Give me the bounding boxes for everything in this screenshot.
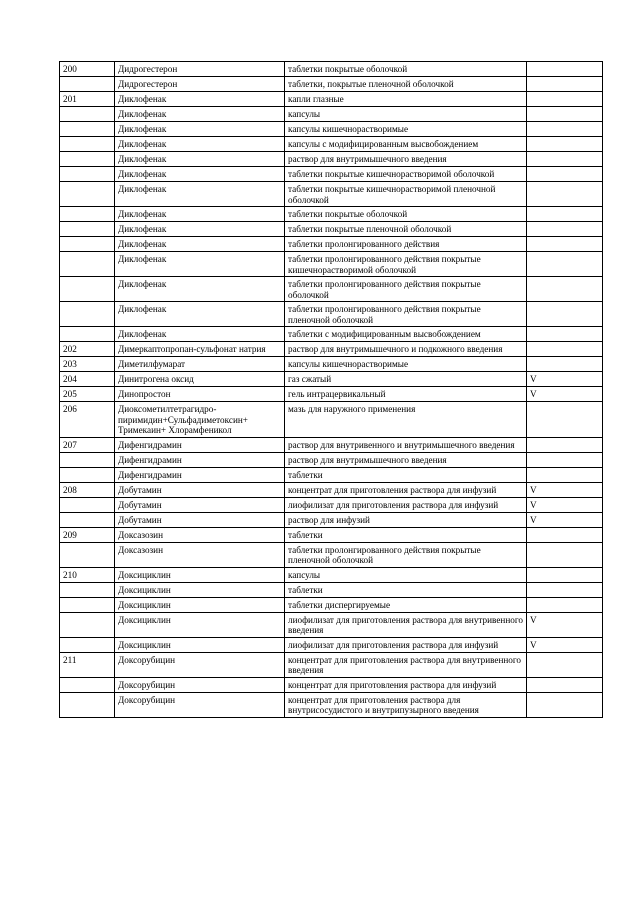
- table-row: [60, 527, 603, 542]
- drug-name-cell: Доксорубицин: [115, 692, 285, 717]
- table-row: [60, 692, 603, 717]
- row-number-cell: [60, 692, 115, 717]
- mark-cell: [527, 277, 603, 302]
- mark-cell: [527, 122, 603, 137]
- row-number-cell: 200: [60, 62, 115, 77]
- dosage-form-cell: таблетки покрытые кишечнорастворимой оболочкой: [285, 167, 527, 182]
- dosage-form-cell: раствор для внутримышечного введения: [285, 152, 527, 167]
- dosage-form-cell: концентрат для приготовления раствора для внутрисосудистого и внутрипузырного введения: [285, 692, 527, 717]
- mark-cell: [527, 652, 603, 677]
- drug-name-cell: Диклофенак: [115, 122, 285, 137]
- row-number-cell: [60, 182, 115, 207]
- row-number-cell: [60, 167, 115, 182]
- dosage-form-cell: таблетки пролонгированного действия покрытые пленочной оболочкой: [285, 542, 527, 567]
- dosage-form-cell: капли глазные: [285, 92, 527, 107]
- row-number-cell: [60, 237, 115, 252]
- drug-name-cell: Дифенгидрамин: [115, 452, 285, 467]
- row-number-cell: [60, 327, 115, 342]
- drug-name-cell: Димеркаптопропан-сульфонат натрия: [115, 342, 285, 357]
- dosage-form-cell: раствор для инфузий: [285, 512, 527, 527]
- row-number-cell: 208: [60, 482, 115, 497]
- dosage-form-cell: таблетки покрытые кишечнорастворимой пленочной оболочкой: [285, 182, 527, 207]
- mark-cell: [527, 62, 603, 77]
- dosage-form-cell: концентрат для приготовления раствора для инфузий: [285, 482, 527, 497]
- mark-cell: [527, 252, 603, 277]
- table-row: [60, 302, 603, 327]
- table-row: [60, 182, 603, 207]
- table-row: [60, 372, 603, 387]
- row-number-cell: [60, 137, 115, 152]
- table-row: [60, 342, 603, 357]
- dosage-form-cell: концентрат для приготовления раствора для внутривенного введения: [285, 652, 527, 677]
- mark-cell: [527, 467, 603, 482]
- table-row: [60, 77, 603, 92]
- mark-cell: [527, 302, 603, 327]
- row-number-cell: [60, 107, 115, 122]
- row-number-cell: 210: [60, 567, 115, 582]
- dosage-form-cell: таблетки покрытые оболочкой: [285, 207, 527, 222]
- mark-cell: V: [527, 372, 603, 387]
- row-number-cell: 207: [60, 437, 115, 452]
- mark-cell: V: [527, 387, 603, 402]
- dosage-form-cell: таблетки диспергируемые: [285, 597, 527, 612]
- dosage-form-cell: капсулы кишечнорастворимые: [285, 122, 527, 137]
- dosage-form-cell: раствор для внутримышечного и подкожного введения: [285, 342, 527, 357]
- drug-name-cell: Диклофенак: [115, 237, 285, 252]
- dosage-form-cell: лиофилизат для приготовления раствора для инфузий: [285, 497, 527, 512]
- table-row: [60, 677, 603, 692]
- table-row: [60, 357, 603, 372]
- dosage-form-cell: раствор для внутримышечного введения: [285, 452, 527, 467]
- dosage-form-cell: таблетки пролонгированного действия покрытые оболочкой: [285, 277, 527, 302]
- mark-cell: V: [527, 482, 603, 497]
- table-row: [60, 597, 603, 612]
- row-number-cell: 204: [60, 372, 115, 387]
- dosage-form-cell: раствор для внутривенного и внутримышечного введения: [285, 437, 527, 452]
- row-number-cell: [60, 222, 115, 237]
- mark-cell: [527, 222, 603, 237]
- dosage-form-cell: таблетки с модифицированным высвобождением: [285, 327, 527, 342]
- mark-cell: [527, 92, 603, 107]
- dosage-form-cell: таблетки пролонгированного действия покрытые кишечнорастворимой оболочкой: [285, 252, 527, 277]
- table-row: [60, 387, 603, 402]
- mark-cell: [527, 342, 603, 357]
- drug-name-cell: Дидрогестерон: [115, 77, 285, 92]
- table-row: [60, 582, 603, 597]
- drug-name-cell: Диклофенак: [115, 252, 285, 277]
- table-row: [60, 652, 603, 677]
- dosage-form-cell: капсулы с модифицированным высвобождением: [285, 137, 527, 152]
- drug-name-cell: Добутамин: [115, 482, 285, 497]
- mark-cell: [527, 182, 603, 207]
- drug-name-cell: Диклофенак: [115, 92, 285, 107]
- table-row: [60, 152, 603, 167]
- mark-cell: [527, 527, 603, 542]
- drug-name-cell: Дифенгидрамин: [115, 467, 285, 482]
- table-row: [60, 107, 603, 122]
- table-row: [60, 252, 603, 277]
- table-row: [60, 207, 603, 222]
- drug-name-cell: Диклофенак: [115, 222, 285, 237]
- table-row: [60, 222, 603, 237]
- drug-name-cell: Доксициклин: [115, 637, 285, 652]
- drug-name-cell: Доксициклин: [115, 612, 285, 637]
- dosage-form-cell: капсулы кишечнорастворимые: [285, 357, 527, 372]
- row-number-cell: 206: [60, 402, 115, 438]
- table-row: [60, 167, 603, 182]
- drug-name-cell: Доксорубицин: [115, 652, 285, 677]
- table-row: [60, 237, 603, 252]
- drug-name-cell: Доксазозин: [115, 542, 285, 567]
- drug-name-cell: Доксорубицин: [115, 677, 285, 692]
- dosage-form-cell: таблетки: [285, 467, 527, 482]
- table-row: [60, 62, 603, 77]
- mark-cell: [527, 597, 603, 612]
- row-number-cell: [60, 467, 115, 482]
- row-number-cell: [60, 597, 115, 612]
- table-row: [60, 512, 603, 527]
- dosage-form-cell: таблетки: [285, 582, 527, 597]
- dosage-form-cell: таблетки пролонгированного действия: [285, 237, 527, 252]
- mark-cell: [527, 137, 603, 152]
- drug-name-cell: Диклофенак: [115, 137, 285, 152]
- row-number-cell: 205: [60, 387, 115, 402]
- drug-name-cell: Динопростон: [115, 387, 285, 402]
- table-row: [60, 482, 603, 497]
- mark-cell: [527, 677, 603, 692]
- table-row: [60, 452, 603, 467]
- mark-cell: [527, 77, 603, 92]
- drug-table-body: [60, 62, 603, 718]
- row-number-cell: [60, 582, 115, 597]
- row-number-cell: [60, 207, 115, 222]
- row-number-cell: 203: [60, 357, 115, 372]
- mark-cell: [527, 207, 603, 222]
- drug-name-cell: Диклофенак: [115, 277, 285, 302]
- row-number-cell: 211: [60, 652, 115, 677]
- row-number-cell: [60, 637, 115, 652]
- row-number-cell: 209: [60, 527, 115, 542]
- mark-cell: [527, 237, 603, 252]
- dosage-form-cell: таблетки покрытые пленочной оболочкой: [285, 222, 527, 237]
- row-number-cell: [60, 612, 115, 637]
- mark-cell: [527, 402, 603, 438]
- drug-name-cell: Диклофенак: [115, 182, 285, 207]
- dosage-form-cell: таблетки, покрытые пленочной оболочкой: [285, 77, 527, 92]
- mark-cell: V: [527, 497, 603, 512]
- dosage-form-cell: таблетки покрытые оболочкой: [285, 62, 527, 77]
- mark-cell: V: [527, 637, 603, 652]
- table-row: [60, 277, 603, 302]
- table-row: [60, 327, 603, 342]
- dosage-form-cell: таблетки: [285, 527, 527, 542]
- mark-cell: V: [527, 612, 603, 637]
- drug-name-cell: Добутамин: [115, 512, 285, 527]
- mark-cell: [527, 567, 603, 582]
- drug-name-cell: Диклофенак: [115, 152, 285, 167]
- mark-cell: [527, 582, 603, 597]
- mark-cell: [527, 327, 603, 342]
- row-number-cell: [60, 497, 115, 512]
- table-row: [60, 637, 603, 652]
- table-row: [60, 402, 603, 438]
- drug-name-cell: Диметилфумарат: [115, 357, 285, 372]
- row-number-cell: [60, 512, 115, 527]
- table-row: [60, 122, 603, 137]
- table-row: [60, 612, 603, 637]
- table-row: [60, 92, 603, 107]
- dosage-form-cell: лиофилизат для приготовления раствора для внутривенного введения: [285, 612, 527, 637]
- table-row: [60, 542, 603, 567]
- mark-cell: V: [527, 512, 603, 527]
- dosage-form-cell: лиофилизат для приготовления раствора для инфузий: [285, 637, 527, 652]
- row-number-cell: [60, 152, 115, 167]
- drug-name-cell: Доксициклин: [115, 582, 285, 597]
- drug-name-cell: Диклофенак: [115, 167, 285, 182]
- drug-name-cell: Диклофенак: [115, 207, 285, 222]
- mark-cell: [527, 437, 603, 452]
- row-number-cell: [60, 252, 115, 277]
- mark-cell: [527, 357, 603, 372]
- row-number-cell: 201: [60, 92, 115, 107]
- drug-name-cell: Дифенгидрамин: [115, 437, 285, 452]
- mark-cell: [527, 152, 603, 167]
- row-number-cell: [60, 677, 115, 692]
- drug-name-cell: Доксициклин: [115, 567, 285, 582]
- row-number-cell: [60, 452, 115, 467]
- mark-cell: [527, 107, 603, 122]
- dosage-form-cell: капсулы: [285, 567, 527, 582]
- dosage-form-cell: капсулы: [285, 107, 527, 122]
- row-number-cell: [60, 542, 115, 567]
- dosage-form-cell: гель интрацервикальный: [285, 387, 527, 402]
- row-number-cell: [60, 77, 115, 92]
- drug-name-cell: Дидрогестерон: [115, 62, 285, 77]
- dosage-form-cell: мазь для наружного применения: [285, 402, 527, 438]
- drug-name-cell: Добутамин: [115, 497, 285, 512]
- row-number-cell: [60, 277, 115, 302]
- drug-name-cell: Динитрогена оксид: [115, 372, 285, 387]
- mark-cell: [527, 692, 603, 717]
- table-row: [60, 437, 603, 452]
- row-number-cell: [60, 122, 115, 137]
- drug-name-cell: Диклофенак: [115, 327, 285, 342]
- table-row: [60, 497, 603, 512]
- row-number-cell: 202: [60, 342, 115, 357]
- dosage-form-cell: таблетки пролонгированного действия покрытые пленочной оболочкой: [285, 302, 527, 327]
- table-row: [60, 137, 603, 152]
- drug-name-cell: Доксазозин: [115, 527, 285, 542]
- drug-name-cell: Диклофенак: [115, 107, 285, 122]
- drug-name-cell: Диоксометилтетрагидро-пиримидин+Сульфадиметоксин+ Тримекаин+ Хлорамфеникол: [115, 402, 285, 438]
- table-row: [60, 567, 603, 582]
- dosage-form-cell: газ сжатый: [285, 372, 527, 387]
- mark-cell: [527, 167, 603, 182]
- mark-cell: [527, 452, 603, 467]
- drug-table: [59, 61, 603, 718]
- dosage-form-cell: концентрат для приготовления раствора для инфузий: [285, 677, 527, 692]
- mark-cell: [527, 542, 603, 567]
- row-number-cell: [60, 302, 115, 327]
- drug-name-cell: Доксициклин: [115, 597, 285, 612]
- table-row: [60, 467, 603, 482]
- drug-name-cell: Диклофенак: [115, 302, 285, 327]
